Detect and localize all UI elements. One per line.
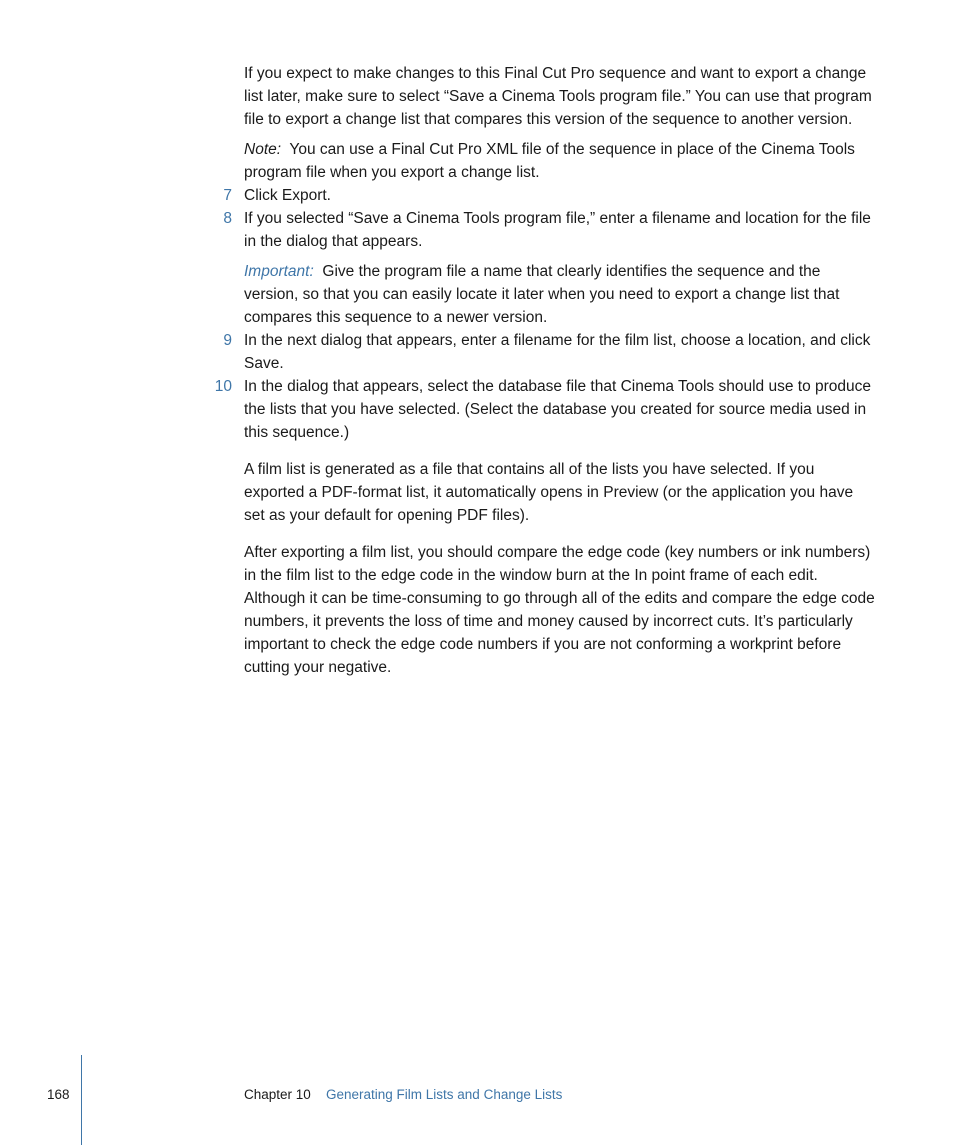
step-text: In the next dialog that appears, enter a filename for the film list, choose a location, and click Save. <box>244 332 871 372</box>
step-9 <box>223 329 876 375</box>
page-body <box>214 62 876 679</box>
step-number: 9 <box>223 332 232 349</box>
step-8 <box>223 207 876 253</box>
step-7 <box>223 184 876 207</box>
step-text: In the dialog that appears, select the database file that Cinema Tools should use to produce the lists that you have selected. (Select the database you created for source media used in this sequence.) <box>244 378 872 441</box>
after-export-paragraph: After exporting a film list, you should compare the edge code (key numbers or ink numbers) in the film list to the edge code in the window burn at the In point frame of each edit. Although it can be time-consuming to go through all of the edits and compare the edge code numbers, it prevents the loss of time and money caused by incorrect cuts. It’s particularly important to check the edge code numbers if you are not conforming a workprint before cutting your negative. <box>244 544 875 676</box>
page-number: 168 <box>47 1087 70 1102</box>
important-paragraph <box>244 260 876 329</box>
step-text: Click Export. <box>244 187 331 204</box>
note-text: You can use a Final Cut Pro XML file of the sequence in place of the Cinema Tools program file when you export a change list. <box>244 141 855 181</box>
intro-paragraph: If you expect to make changes to this Final Cut Pro sequence and want to export a change list later, make sure to select “Save a Cinema Tools program file.” You can use that program file to export a change list that compares this version of the sequence to another version. <box>244 65 872 128</box>
note-label: Note: <box>244 141 282 158</box>
important-label: Important: <box>244 263 314 280</box>
step-text: If you selected “Save a Cinema Tools program file,” enter a filename and location for the file in the dialog that appears. <box>244 210 871 250</box>
footer-divider <box>81 1055 82 1145</box>
chapter-label: Chapter 10 <box>244 1087 311 1102</box>
note-paragraph <box>244 138 876 184</box>
page-footer <box>0 1086 954 1145</box>
step-10 <box>214 375 876 444</box>
step-number: 8 <box>223 210 232 227</box>
important-text: Give the program file a name that clearly identifies the sequence and the version, so that you can easily locate it later when you need to export a change list that compares this sequence to a newer version. <box>244 263 840 326</box>
step-number: 7 <box>223 187 232 204</box>
step-number: 10 <box>214 378 232 395</box>
film-list-paragraph: A film list is generated as a file that contains all of the lists you have selected. If you exported a PDF-format list, it automatically opens in Preview (or the application you have set as your default for opening PDF files). <box>244 461 854 524</box>
chapter-title: Generating Film Lists and Change Lists <box>326 1087 563 1102</box>
